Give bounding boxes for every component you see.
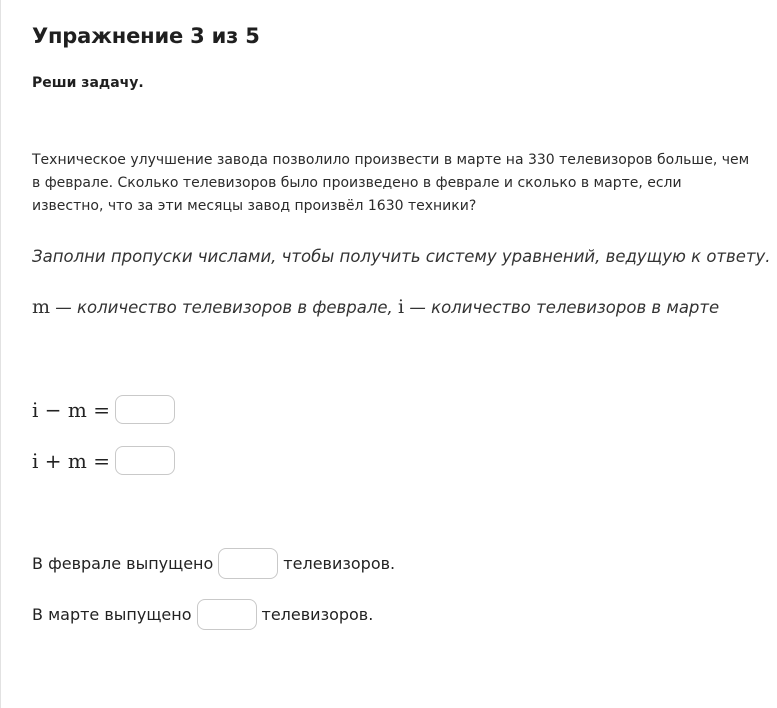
equation-lhs: i − m = <box>32 397 110 422</box>
february-answer-prefix: В феврале выпущено <box>32 554 214 573</box>
march-count-input[interactable] <box>197 599 257 630</box>
february-answer-row <box>32 548 395 579</box>
problem-statement: Техническое улучшение завода позволило произвести в марте на 330 телевизоров больше, чем в феврале. Сколько телевизоров было произведено в феврале и сколько в марте, если известно, что за эти месяцы завод произвёл 1630 техники? <box>32 152 750 214</box>
variable-m: m <box>32 296 51 318</box>
fill-instruction: Заполни пропуски числами, чтобы получить систему уравнений, ведущую к ответу. <box>32 247 771 266</box>
february-count-input[interactable] <box>218 548 278 579</box>
task-instruction-heading: Реши задачу. <box>32 75 144 91</box>
equation-row-difference <box>32 395 175 424</box>
variable-i: i <box>398 296 405 318</box>
variable-m-description: — количество телевизоров в феврале, <box>50 298 399 317</box>
march-answer-row <box>32 599 373 630</box>
difference-input[interactable] <box>115 395 175 424</box>
february-answer-suffix: телевизоров. <box>283 554 396 573</box>
sum-input[interactable] <box>115 446 175 475</box>
march-answer-prefix: В марте выпущено <box>32 605 192 624</box>
march-answer-suffix: телевизоров. <box>261 605 374 624</box>
variable-definitions <box>32 296 719 318</box>
exercise-title: Упражнение 3 из 5 <box>32 24 260 48</box>
variable-i-description: — количество телевизоров в марте <box>404 298 720 317</box>
equation-lhs: i + m = <box>32 448 110 473</box>
equation-row-sum <box>32 446 175 475</box>
